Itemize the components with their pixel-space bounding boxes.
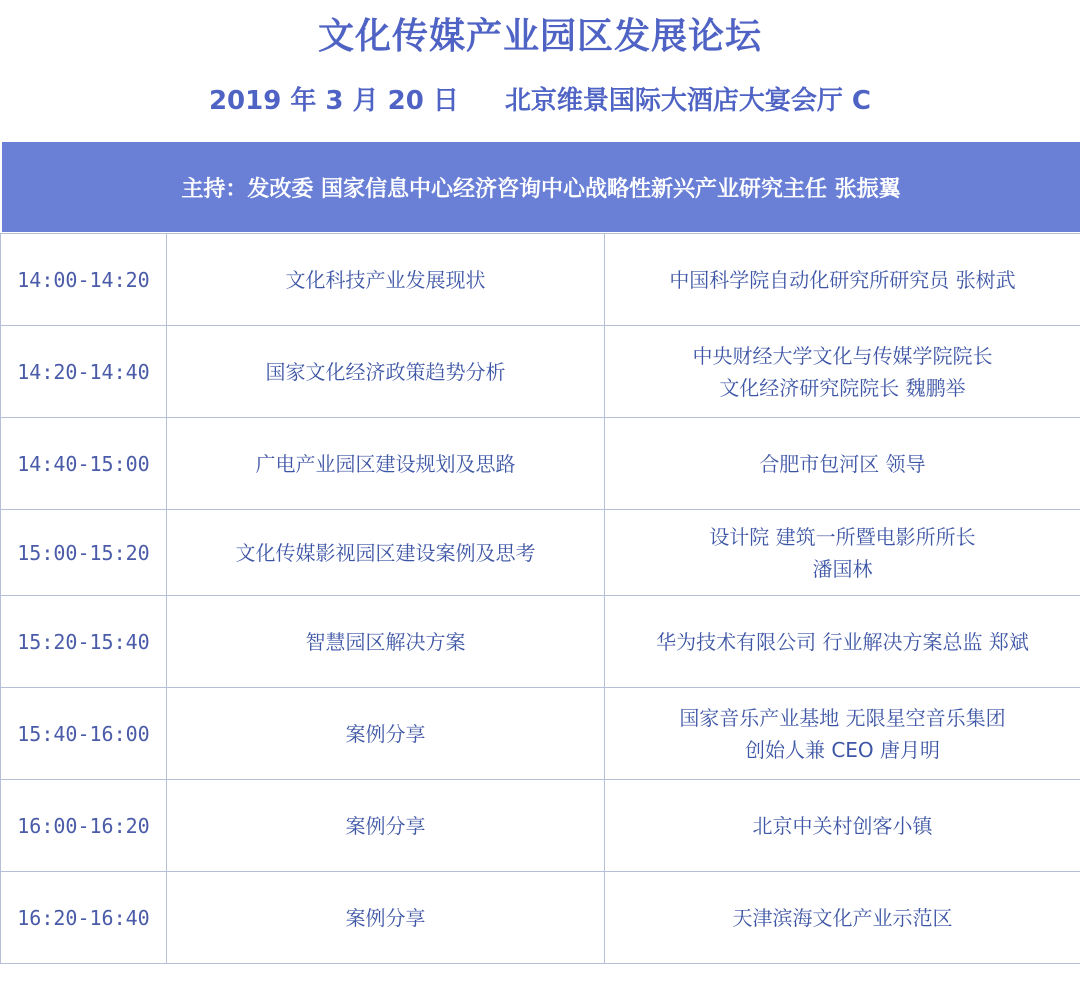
speaker-cell: [605, 872, 1080, 964]
speaker-line: 潘国林: [812, 556, 873, 581]
speaker-line: 中央财经大学文化与传媒学院院长: [692, 343, 993, 368]
event-date-venue: [0, 80, 1080, 117]
host-label: 主持：: [181, 176, 248, 202]
speaker-cell: [605, 234, 1080, 326]
speaker-line: 北京中关村创客小镇: [752, 813, 933, 838]
topic-cell: 案例分享: [167, 780, 605, 872]
speaker-line: 设计院 建筑一所暨电影所所长: [709, 524, 976, 549]
topic-cell: 文化传媒影视园区建设案例及思考: [167, 510, 605, 596]
topic-cell: 案例分享: [167, 872, 605, 964]
event-date: 2019 年 3 月 20 日: [208, 86, 459, 116]
schedule-table: [0, 233, 1080, 964]
speaker-cell: [605, 326, 1080, 418]
topic-cell: 文化科技产业发展现状: [167, 234, 605, 326]
speaker-line: 华为技术有限公司 行业解决方案总监 郑斌: [656, 629, 1029, 654]
speaker-cell: [605, 418, 1080, 510]
time-cell: 14:20-14:40: [1, 326, 167, 418]
time-cell: 15:20-15:40: [1, 596, 167, 688]
speaker-cell: [605, 596, 1080, 688]
time-cell: 14:40-15:00: [1, 418, 167, 510]
table-row: [1, 872, 1080, 964]
event-venue: 北京维景国际大酒店大宴会厅 C: [504, 86, 872, 116]
speaker-line: 国家音乐产业基地 无限星空音乐集团: [679, 705, 1006, 730]
topic-cell: 案例分享: [167, 688, 605, 780]
table-row: [1, 326, 1080, 418]
speaker-cell: [605, 688, 1080, 780]
speaker-line: 天津滨海文化产业示范区: [732, 905, 953, 930]
topic-cell: 国家文化经济政策趋势分析: [167, 326, 605, 418]
table-row: [1, 510, 1080, 596]
speaker-cell: [605, 510, 1080, 596]
table-row: [1, 418, 1080, 510]
speaker-line: 中国科学院自动化研究所研究员 张树武: [669, 267, 1016, 292]
time-cell: 15:00-15:20: [1, 510, 167, 596]
time-cell: 16:20-16:40: [1, 872, 167, 964]
table-row: [1, 234, 1080, 326]
table-row: [1, 688, 1080, 780]
time-cell: 15:40-16:00: [1, 688, 167, 780]
page-title: 文化传媒产业园区发展论坛: [317, 16, 762, 57]
topic-cell: 广电产业园区建设规划及思路: [167, 418, 605, 510]
table-row: [1, 596, 1080, 688]
host-text: 发改委 国家信息中心经济咨询中心战略性新兴产业研究主任 张振翼: [247, 176, 901, 202]
speaker-line: 合肥市包河区 领导: [759, 451, 926, 476]
speaker-line: 创始人兼 CEO 唐月明: [744, 737, 941, 762]
topic-cell: 智慧园区解决方案: [167, 596, 605, 688]
time-cell: 14:00-14:20: [1, 234, 167, 326]
table-row: [1, 780, 1080, 872]
speaker-line: 文化经济研究院院长 魏鹏举: [719, 375, 966, 400]
time-cell: 16:00-16:20: [1, 780, 167, 872]
host-banner: [0, 142, 1080, 232]
speaker-cell: [605, 780, 1080, 872]
